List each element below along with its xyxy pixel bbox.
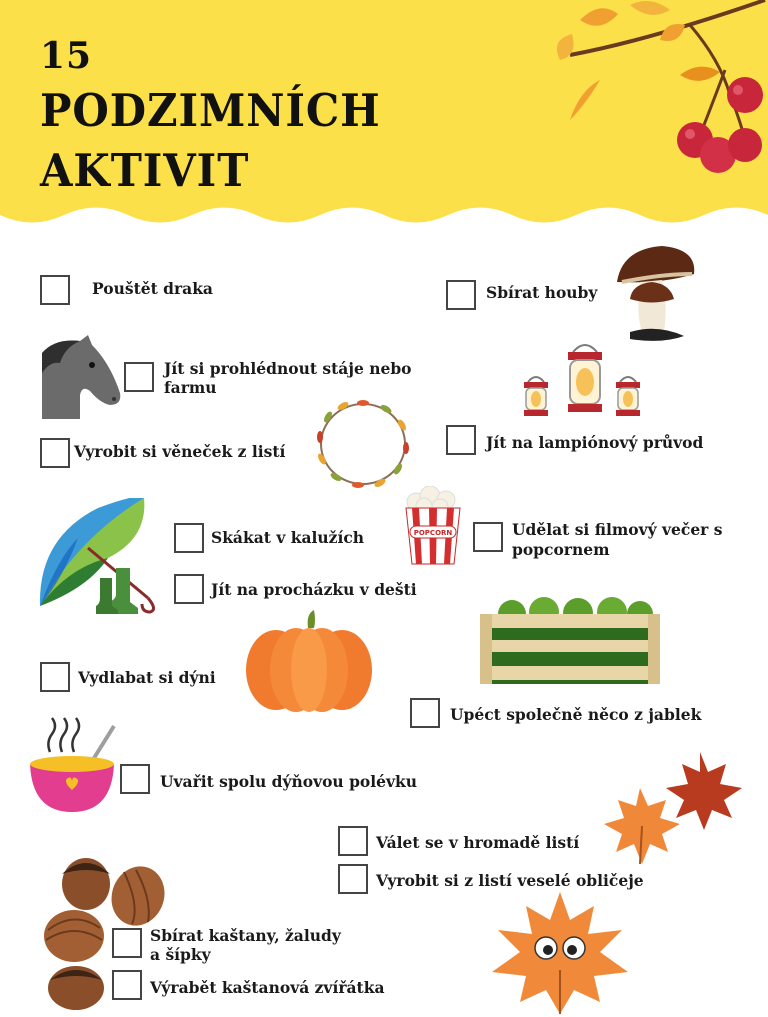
checkbox-prochazka-dest[interactable] bbox=[174, 574, 204, 604]
activity-label: Sbírat houby bbox=[486, 283, 598, 302]
activity-label: Jít si prohlédnout stáje nebo bbox=[164, 359, 412, 378]
checkbox-pousti-draka[interactable] bbox=[40, 275, 70, 305]
activity-label: Udělat si filmový večer s bbox=[512, 520, 723, 539]
activity-label: Jít na lampiónový průvod bbox=[486, 433, 704, 452]
checkbox-kaluze[interactable] bbox=[174, 523, 204, 553]
activity-label: Sbírat kaštany, žaludy bbox=[150, 926, 341, 945]
activity-label: Výrabět kaštanová zvířátka bbox=[150, 978, 385, 997]
branch-berries-icon bbox=[540, 0, 768, 185]
activity-label: Skákat v kalužích bbox=[211, 528, 365, 547]
title-line-3: AKTIVIT bbox=[40, 144, 250, 197]
umbrella-boots-icon bbox=[38, 498, 162, 616]
lanterns-icon bbox=[518, 338, 646, 418]
activity-label: Vyrobit si z listí veselé obličeje bbox=[376, 871, 644, 890]
leaf-wreath-icon bbox=[308, 393, 418, 495]
popcorn-label: POPCORN bbox=[413, 529, 453, 537]
activity-label: farmu bbox=[164, 378, 217, 397]
checkbox-sbirat-houby[interactable] bbox=[446, 280, 476, 310]
soup-bowl-icon bbox=[28, 712, 120, 814]
checkbox-dynova-polevka[interactable] bbox=[120, 764, 150, 794]
activity-label: popcornem bbox=[512, 540, 610, 559]
activity-label: Vydlabat si dýni bbox=[78, 668, 216, 687]
checkbox-jablka[interactable] bbox=[410, 698, 440, 728]
chestnuts-icon bbox=[40, 856, 168, 1012]
activity-label: Jít na procházku v dešti bbox=[211, 580, 417, 599]
activity-label: Upéct společně něco z jablek bbox=[450, 705, 702, 724]
checkbox-kastanova-zviratka[interactable] bbox=[112, 970, 142, 1000]
checkbox-venecek[interactable] bbox=[40, 438, 70, 468]
apple-crate-icon bbox=[480, 592, 660, 684]
checkbox-filmovy-vecer[interactable] bbox=[473, 522, 503, 552]
checkbox-hromada-listi[interactable] bbox=[338, 826, 368, 856]
mushroom-icon bbox=[612, 244, 697, 344]
checkbox-oblicege-z-listi[interactable] bbox=[338, 864, 368, 894]
activity-label: Válet se v hromadě listí bbox=[376, 833, 580, 852]
maple-leaves-icon bbox=[600, 748, 744, 866]
horse-icon bbox=[40, 333, 124, 419]
leaf-face-icon bbox=[490, 890, 630, 1014]
activity-label: Vyrobit si věneček z listí bbox=[74, 442, 286, 461]
activity-label: a šípky bbox=[150, 945, 211, 964]
activity-label: Uvařit spolu dýňovou polévku bbox=[160, 772, 418, 791]
pumpkin-icon bbox=[244, 608, 374, 712]
checkbox-dyne[interactable] bbox=[40, 662, 70, 692]
activity-label: Pouštět draka bbox=[92, 279, 213, 298]
checkbox-lampionovy-pruvod[interactable] bbox=[446, 425, 476, 455]
checkbox-staje-farma[interactable] bbox=[124, 362, 154, 392]
title-line-2: PODZIMNÍCH bbox=[40, 84, 381, 137]
checkbox-kastany[interactable] bbox=[112, 928, 142, 958]
title-number: 15 bbox=[40, 35, 93, 77]
popcorn-icon bbox=[402, 486, 464, 566]
